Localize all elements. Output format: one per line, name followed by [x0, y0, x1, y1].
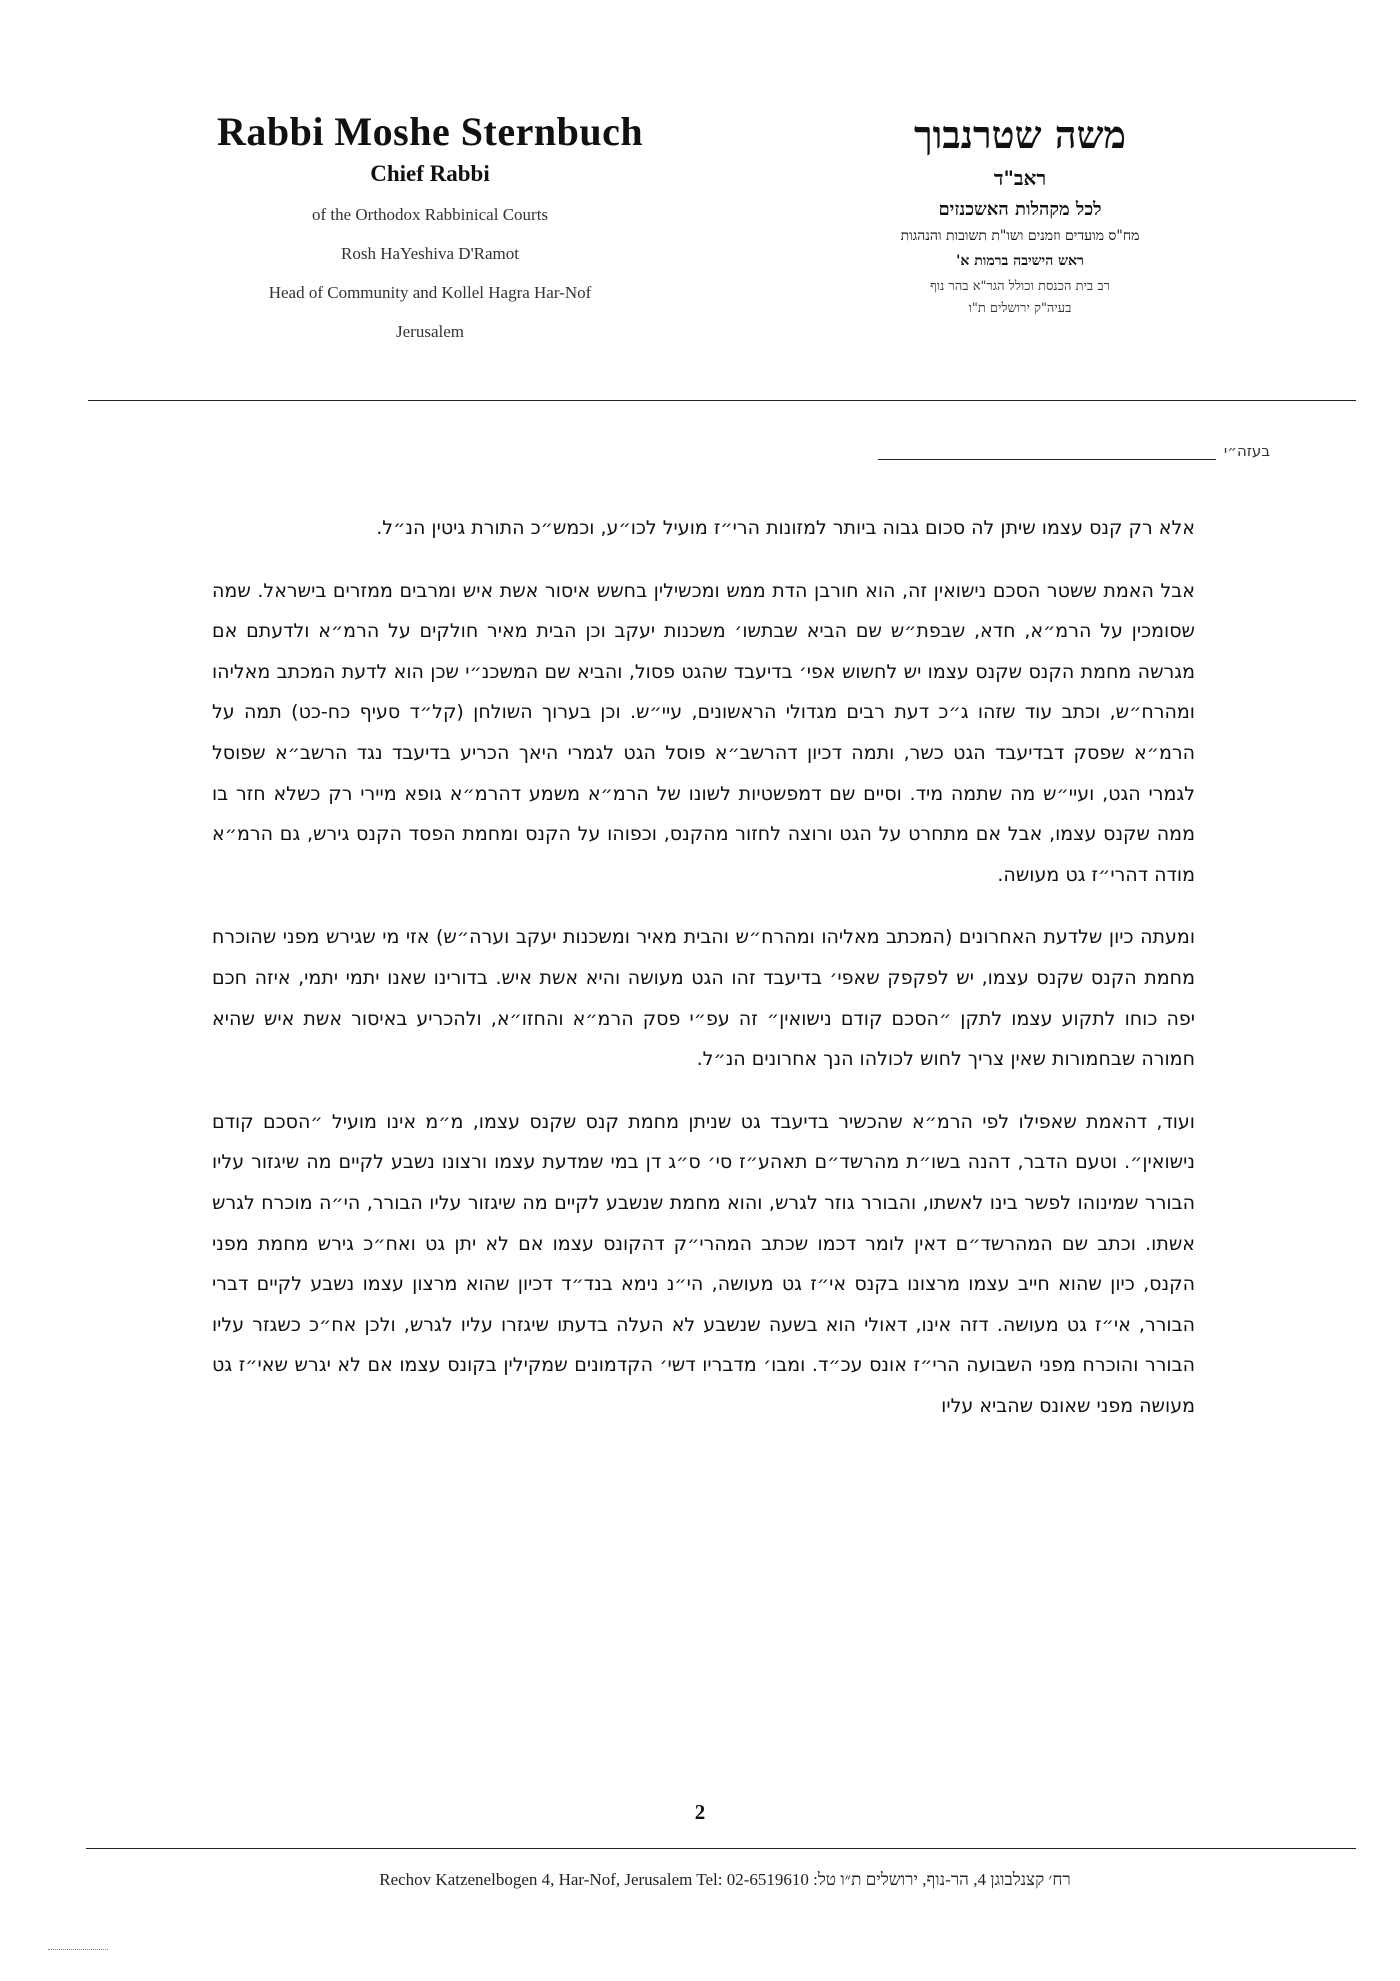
letterhead-english: [180, 108, 680, 343]
date-line: [852, 442, 1270, 460]
page-number: 2: [694, 1800, 706, 1824]
letterhead-line-hebrew: לכל מקהלות האשכנזים: [938, 199, 1102, 220]
rabbi-title-english: Chief Rabbi: [370, 161, 490, 186]
rabbi-name-english: Rabbi Moshe Sternbuch: [216, 109, 644, 154]
letter-body: [212, 508, 1195, 1448]
body-paragraph: אלא רק קנס עצמו שיתן לה סכום גבוה ביותר למזונות הרי״ז מועיל לכו״ע, וכמש״כ התורת גיטין הנ״ל.: [376, 517, 1195, 539]
letterhead-line: Head of Community and Kollel Hagra Har-Nof: [268, 283, 592, 302]
rabbi-title-hebrew: ראב"ד: [993, 166, 1047, 190]
letterhead-line-hebrew: מח"ס מועדים וזמנים ושו"ת תשובות והנהגות: [900, 228, 1140, 244]
header-divider: [88, 400, 1356, 401]
body-paragraph: ומעתה כיון שלדעת האחרונים (המכתב מאליהו ומהרח״ש והבית מאיר ומשכנות יעקב וערה״ש) אזי מי שגירש מפני שהוכרח מחמת הקנס שקנס עצמו, יש לפקפק שאפי׳ בדיעבד זהו הגט מעושה והיא אשת איש. בדורינו שאנו יתמי יתמי, איזה חכם יפה כוחו לתקוע עצמו לתקן ״הסכם קודם נישואין״ זה עפ״י פסק הרמ״א והחזו״א, ולהכריע באיסור אשת איש שהיא חמורה שבחמורות שאין צריך לחוש לכולהו הנך אחרונים הנ״ל.: [212, 926, 1195, 1071]
footer-address: Rechov Katzenelbogen 4, Har-Nof, Jerusalem Tel: 02-6519610 :רח׳ קצנלבוגן 4, הר-נוף, ירושלים ת״ו טל: [379, 1870, 1071, 1889]
letterhead-line-hebrew: ראש הישיבה ברמות א': [956, 253, 1084, 269]
footer-divider: [86, 1848, 1356, 1849]
date-label: בעזה״י: [1223, 442, 1270, 460]
scan-edge-mark: [48, 1949, 108, 1950]
date-blank-line: [878, 443, 1216, 460]
letterhead-hebrew: [835, 112, 1205, 316]
letterhead-line: Jerusalem: [396, 322, 464, 341]
letterhead-line-hebrew: בעיה"ק ירושלים ת"ו: [968, 301, 1072, 316]
body-paragraph: אבל האמת ששטר הסכם נישואין זה, הוא חורבן הדת ממש ומכשילין בחשש איסור אשת איש ומרבים ממזרים בישראל. שמה שסומכין על הרמ״א, חדא, שבפת״ש שם הביא שבתשו׳ משכנות יעקב וכן הבית מאיר חולקים על הרמ״א ולדעתם אם מגרשה מחמת הקנס שקנס עצמו יש לחשוש אפי׳ בדיעבד שהגט פסול, והביא שם המשכנ״י שכן הוא לדעת המכתב מאליהו ומהרח״ש, וכתב עוד שזהו ג״כ דעת רבים מגדולי הראשונים, עיי״ש. וכן בערוך השולחן (קל״ד סעיף כח-כט) תמה על הרמ״א שפסק דבדיעבד הגט כשר, ותמה דכיון דהרשב״א פוסל הגט לגמרי היאך הכריע בדיעבד נגד הרשב״א שפוסל לגמרי הגט, ועיי״ש מה שתמה מיד. וסיים שם דמפשטיות לשונו של הרמ״א משמע דהרמ״א גופא מיירי רק כשלא חזר בו ממה שקנס עצמו, אבל אם מתחרט על הגט ורוצה לחזור מהקנס, וכפוהו על הקנס ומחמת הפסד הקנס גירש, גם הרמ״א מודה דהרי״ז גט מעושה.: [212, 579, 1195, 886]
letterhead-line: of the Orthodox Rabbinical Courts: [311, 205, 549, 224]
body-paragraph: ועוד, דהאמת שאפילו לפי הרמ״א שהכשיר בדיעבד גט שניתן מחמת קנס שקנס עצמו, מ״מ אינו מועיל ״הסכם קודם נישואין״. וטעם הדבר, דהנה בשו״ת מהרשד״ם תאהע״ז סי׳ ס״ג דן במי שמדעת עצמו ורצונו נשבע לקיים מה שיגזור עליו הבורר שמינוהו לפשר בינו לאשתו, והבורר גוזר לגרש, והוא מחמת שנשבע לקיים מה שיגזור עליו הבורר, הי״ה מוכרח לגרש אשתו. וכתב שם המהרשד״ם דאין לומר דכמו שכתב המהרי״ק דהקונס עצמו אם לא יתן גט ואח״כ גירש מחמת מפני הקנס, כיון שהוא חייב עצמו מרצונו בקנס אי״ז גט מעושה, הי״נ נימא בנד״ד דכיון שהוא מרצון עצמו נשבע לקיים דברי הבורר, אי״ז גט מעושה. דזה אינו, דאולי הוא בשעה שנשבע לא העלה בדעתו שיגזרו עליו לגרש, ולכן אח״כ כשגזר עליו הבורר והוכרח מפני השבועה הרי״ז אונס עכ״ד. ומבו׳ מדבריו דשי׳ הקדמונים שמקילין בקונס עצמו אם לא יגרש שאי״ז גט מעושה מפני שאונס שהביא עליו: [212, 1110, 1195, 1417]
rabbi-name-hebrew: משה שטרנבוך: [913, 112, 1127, 157]
letterhead-line-hebrew: רב בית הכנסת וכולל הגר"א בהר נוף: [930, 279, 1110, 294]
letterhead-line: Rosh HaYeshiva D'Ramot: [341, 244, 519, 263]
